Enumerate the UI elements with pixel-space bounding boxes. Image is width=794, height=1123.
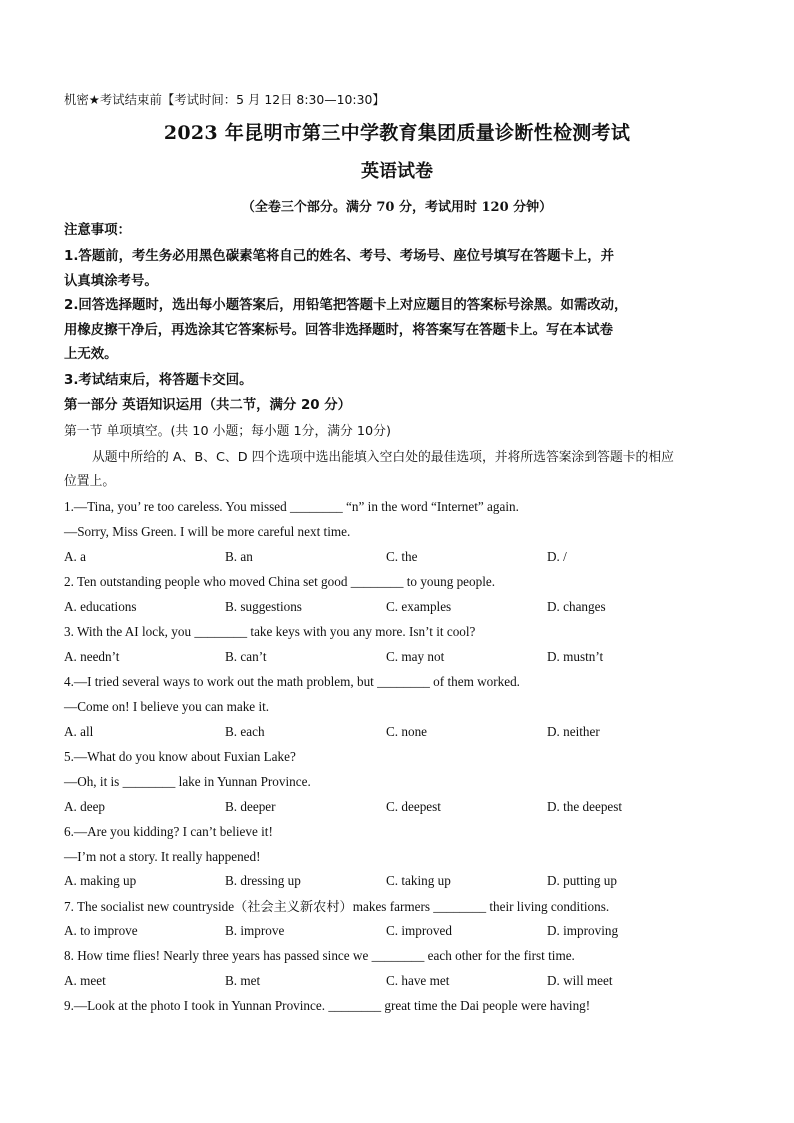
option-b: B. deeper — [225, 799, 276, 814]
option-d: D. neither — [547, 724, 600, 739]
question-1-options — [0, 549, 794, 565]
question-5-reply: —Oh, it is ________ lake in Yunnan Province. — [64, 774, 311, 789]
question-5-options — [0, 799, 794, 815]
option-b: B. suggestions — [225, 599, 302, 614]
note-1-line-2: 认真填涂考号。 — [64, 274, 158, 289]
option-b: B. met — [225, 973, 261, 988]
question-2-text: 2. Ten outstanding people who moved China set good ________ to young people. — [64, 574, 496, 589]
confidential-header: 机密★考试结束前【考试时间：5 月 12日 8:30—10:30】 — [64, 92, 385, 107]
question-1-text: 1.—Tina, you’ re too careless. You missed ________ “n” in the word “Internet” again. — [64, 499, 519, 514]
note-2-line-3: 上无效。 — [64, 347, 118, 362]
option-c: C. may not — [386, 649, 445, 664]
question-6-text: 6.—Are you kidding? I can’t believe it! — [64, 824, 273, 839]
option-a: A. needn’t — [64, 649, 120, 664]
option-a: A. all — [64, 724, 94, 739]
option-b: B. can’t — [225, 649, 267, 664]
option-b: B. each — [225, 724, 265, 739]
option-a: A. deep — [64, 799, 106, 814]
option-c: C. the — [386, 549, 418, 564]
question-8-options — [0, 973, 794, 989]
score-note: （全卷三个部分。满分 70 分，考试用时 120 分钟） — [241, 200, 553, 215]
question-1-reply: —Sorry, Miss Green. I will be more careful next time. — [64, 524, 351, 539]
part-1-heading: 第一部分 英语知识运用（共二节，满分 20 分） — [64, 398, 352, 413]
option-d: D. will meet — [547, 973, 613, 988]
question-4-options — [0, 724, 794, 740]
notes-heading: 注意事项： — [64, 223, 131, 238]
note-2-line-2: 用橡皮擦干净后，再选涂其它答案标号。回答非选择题时，将答案写在答题卡上。写在本试卷 — [64, 323, 614, 338]
option-c: C. taking up — [386, 873, 451, 888]
option-d: D. improving — [547, 923, 619, 938]
question-9-text: 9.—Look at the photo I took in Yunnan Province. ________ great time the Dai people were having! — [64, 998, 591, 1013]
instructions-line-2: 位置上。 — [64, 474, 116, 489]
option-c: C. have met — [386, 973, 450, 988]
question-6-reply: —I’m not a story. It really happened! — [64, 849, 261, 864]
option-d: D. putting up — [547, 873, 617, 888]
question-7-text: 7. The socialist new countryside（社会主义新农村）makes farmers ________ their living conditions. — [64, 899, 610, 914]
option-d: D. changes — [547, 599, 606, 614]
option-b: B. an — [225, 549, 253, 564]
option-a: A. to improve — [64, 923, 138, 938]
option-d: D. mustn’t — [547, 649, 604, 664]
instructions-line-1: 从题中所给的 A、B、C、D 四个选项中选出能填入空白处的最佳选项，并将所选答案涂到答题卡的相应 — [92, 450, 674, 465]
option-c: C. deepest — [386, 799, 441, 814]
question-3-text: 3. With the AI lock, you ________ take keys with you any more. Isn’t it cool? — [64, 624, 476, 639]
question-4-text: 4.—I tried several ways to work out the math problem, but ________ of them worked. — [64, 674, 520, 689]
question-4-reply: —Come on! I believe you can make it. — [64, 699, 270, 714]
question-6-options — [0, 873, 794, 889]
option-d: D. / — [547, 549, 567, 564]
note-1-line-1: 1.答题前，考生务必用黑色碳素笔将自己的姓名、考号、考场号、座位号填写在答题卡上，并 — [64, 249, 615, 264]
option-c: C. improved — [386, 923, 452, 938]
option-b: B. dressing up — [225, 873, 301, 888]
option-b: B. improve — [225, 923, 285, 938]
question-7-options — [0, 923, 794, 939]
question-3-options — [0, 649, 794, 665]
question-2-options — [0, 599, 794, 615]
note-3: 3.考试结束后，将答题卡交回。 — [64, 373, 253, 388]
option-a: A. educations — [64, 599, 137, 614]
note-2-line-1: 2.回答选择题时，选出每小题答案后，用铅笔把答题卡上对应题目的答案标号涂黑。如需改动， — [64, 298, 628, 313]
option-a: A. making up — [64, 873, 137, 888]
exam-subtitle: 英语试卷 — [361, 161, 433, 182]
option-a: A. meet — [64, 973, 106, 988]
section-1-heading: 第一节 单项填空。(共 10 小题；每小题 1分，满分 10分) — [64, 424, 391, 439]
exam-title: 2023 年昆明市第三中学教育集团质量诊断性检测考试 — [163, 122, 631, 144]
question-8-text: 8. How time flies! Nearly three years has passed since we ________ each other for the first time. — [64, 948, 575, 963]
option-c: C. none — [386, 724, 428, 739]
option-d: D. the deepest — [547, 799, 623, 814]
option-a: A. a — [64, 549, 86, 564]
question-5-text: 5.—What do you know about Fuxian Lake? — [64, 749, 296, 764]
option-c: C. examples — [386, 599, 452, 614]
